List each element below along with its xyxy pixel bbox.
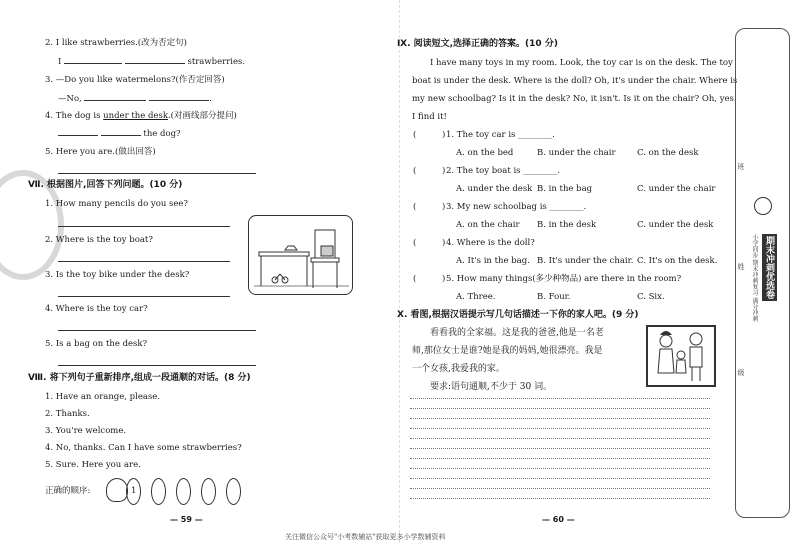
mc-option: A. It's in the bag. bbox=[456, 256, 530, 266]
left-q2: 2. I like strawberries.(改为否定句) bbox=[45, 38, 187, 48]
mc-option: A. on the bed bbox=[456, 148, 514, 158]
left-q3-blank: —No, . bbox=[58, 94, 212, 104]
mc-option: B. under the chair bbox=[537, 148, 616, 158]
left-q4: 4. The dog is under the desk.(对画线部分提问) bbox=[45, 111, 237, 121]
sidebar-brand: 期末冲刺优选卷 bbox=[762, 234, 777, 301]
s8-sentence-5: 5. Sure. Here you are. bbox=[45, 460, 141, 470]
family-figures bbox=[648, 327, 714, 385]
answer-line[interactable] bbox=[58, 226, 230, 227]
mc-option: C. Six. bbox=[637, 292, 665, 302]
left-q4-blank: the dog? bbox=[58, 129, 181, 140]
mc-stem: 2. The toy boat is ________. bbox=[446, 166, 560, 176]
mc-paren[interactable]: ( bbox=[413, 166, 417, 176]
mc-paren[interactable]: ( bbox=[413, 130, 417, 140]
mc-option: B. in the desk bbox=[537, 220, 597, 230]
section10-title: Ⅹ. 看图,根据汉语提示写几句话描述一下你的家人吧。(9 分) bbox=[397, 310, 639, 320]
sidebar-note: 小学同步 期末冲刺复习 满分冲刺 bbox=[751, 234, 758, 322]
writing-line[interactable] bbox=[410, 488, 710, 489]
passage-line: boat is under the desk. Where is the doll? Oh, it's under the chair. Where is bbox=[412, 76, 738, 86]
order-oval[interactable]: 1 bbox=[126, 478, 141, 505]
s8-sentence-4: 4. No, thanks. Can I have some strawberries? bbox=[45, 443, 242, 453]
mc-option: C. under the desk bbox=[637, 220, 714, 230]
mc-option: C. under the chair bbox=[637, 184, 716, 194]
s8-sentence-2: 2. Thanks. bbox=[45, 409, 90, 419]
mc-option: C. It's on the desk. bbox=[637, 256, 718, 266]
s10-prompt: 看看我的全家福。这是我的爸爸,他是一名老 bbox=[430, 328, 604, 338]
binding-sidebar bbox=[735, 28, 790, 518]
writing-line[interactable] bbox=[410, 438, 710, 439]
s10-prompt: 一个女孩,我爱我的家。 bbox=[412, 364, 505, 374]
passage-line: I find it! bbox=[412, 112, 447, 122]
mc-option: A. under the desk bbox=[456, 184, 533, 194]
writing-line[interactable] bbox=[410, 448, 710, 449]
answer-line[interactable] bbox=[58, 330, 256, 331]
order-oval[interactable] bbox=[151, 478, 166, 505]
desk-scene bbox=[249, 216, 353, 295]
mc-option: A. Three. bbox=[456, 292, 496, 302]
writing-line[interactable] bbox=[410, 458, 710, 459]
mc-stem: 1. The toy car is ________. bbox=[446, 130, 555, 140]
s7-q5: 5. Is a bag on the desk? bbox=[45, 339, 148, 349]
writing-line[interactable] bbox=[410, 418, 710, 419]
left-q3: 3. —Do you like watermelons?(作否定回答) bbox=[45, 75, 225, 85]
passage-line: I have many toys in my room. Look, the toy car is on the desk. The toy bbox=[430, 58, 733, 68]
section9-title: Ⅸ. 阅读短文,选择正确的答案。(10 分) bbox=[397, 39, 558, 49]
mc-paren-close[interactable]: ) bbox=[442, 202, 446, 212]
answer-line[interactable] bbox=[58, 173, 256, 174]
page-number-left: — 59 — bbox=[170, 515, 203, 524]
answer-blank[interactable] bbox=[101, 135, 141, 136]
section8-title: Ⅷ. 将下列句子重新排序,组成一段通顺的对话。(8 分) bbox=[28, 373, 251, 383]
mc-paren[interactable]: ( bbox=[413, 202, 417, 212]
writing-line[interactable] bbox=[410, 398, 710, 399]
writing-line[interactable] bbox=[410, 408, 710, 409]
order-oval[interactable] bbox=[226, 478, 241, 505]
answer-line[interactable] bbox=[58, 365, 256, 366]
answer-blank[interactable] bbox=[125, 63, 185, 64]
field-class: 班 bbox=[737, 163, 745, 170]
writing-line[interactable] bbox=[410, 468, 710, 469]
writing-line[interactable] bbox=[410, 428, 710, 429]
mc-paren[interactable]: ( bbox=[413, 238, 417, 248]
mc-stem: 3. My new schoolbag is ________. bbox=[446, 202, 587, 212]
answer-blank[interactable] bbox=[149, 100, 209, 101]
mc-option: A. on the chair bbox=[456, 220, 520, 230]
s10-requirement: 要求:语句通顺,不少于 30 词。 bbox=[430, 382, 553, 392]
family-photo bbox=[646, 325, 716, 387]
s8-sentence-1: 1. Have an orange, please. bbox=[45, 392, 161, 402]
mc-paren-close[interactable]: ) bbox=[442, 130, 446, 140]
s7-q4: 4. Where is the toy car? bbox=[45, 304, 148, 314]
answer-line[interactable] bbox=[58, 261, 230, 262]
answer-line[interactable] bbox=[58, 296, 230, 297]
s8-sentence-3: 3. You're welcome. bbox=[45, 426, 127, 436]
left-q5: 5. Here you are.(做出回答) bbox=[45, 147, 156, 157]
field-name: 姓 bbox=[737, 263, 745, 270]
logo-icon bbox=[754, 197, 772, 215]
mc-paren-close[interactable]: ) bbox=[442, 274, 446, 284]
desk-illustration bbox=[248, 215, 353, 295]
s7-q3: 3. Is the toy bike under the desk? bbox=[45, 270, 190, 280]
page-number-right: — 60 — bbox=[542, 515, 575, 524]
left-q2-blank: I strawberries. bbox=[58, 57, 246, 67]
mc-option: C. on the desk bbox=[637, 148, 699, 158]
order-label: 正确的顺序: bbox=[45, 486, 91, 496]
s7-q2: 2. Where is the toy boat? bbox=[45, 235, 153, 245]
mouse-icon bbox=[106, 478, 128, 502]
mc-paren-close[interactable]: ) bbox=[442, 166, 446, 176]
mc-paren-close[interactable]: ) bbox=[442, 238, 446, 248]
order-oval[interactable] bbox=[176, 478, 191, 505]
writing-line[interactable] bbox=[410, 498, 710, 499]
section7-title: Ⅶ. 根据图片,回答下列问题。(10 分) bbox=[28, 180, 183, 190]
answer-blank[interactable] bbox=[84, 100, 146, 101]
order-oval[interactable] bbox=[201, 478, 216, 505]
passage-line: my new schoolbag? Is it in the desk? No, it isn't. Is it on the chair? Oh, yes. bbox=[412, 94, 737, 104]
page-divider bbox=[399, 0, 400, 543]
s7-q1: 1. How many pencils do you see? bbox=[45, 199, 188, 209]
answer-blank[interactable] bbox=[58, 135, 98, 136]
mc-option: B. It's under the chair. bbox=[537, 256, 634, 266]
field-grade: 级 bbox=[737, 369, 745, 376]
mc-stem: 5. How many things(多少种物品) are there in the room? bbox=[446, 274, 682, 284]
mc-stem: 4. Where is the doll? bbox=[446, 238, 535, 248]
answer-blank[interactable] bbox=[64, 63, 122, 64]
mc-option: B. Four. bbox=[537, 292, 571, 302]
mc-paren[interactable]: ( bbox=[413, 274, 417, 284]
footer-note: 关注微信公众号"小考数辅站"获取更多小学数辅资料 bbox=[285, 533, 446, 541]
writing-line[interactable] bbox=[410, 478, 710, 479]
s10-prompt: 师,那位女士是谁?她是我的妈妈,她很漂亮。我是 bbox=[412, 346, 603, 356]
mc-option: B. in the bag bbox=[537, 184, 593, 194]
